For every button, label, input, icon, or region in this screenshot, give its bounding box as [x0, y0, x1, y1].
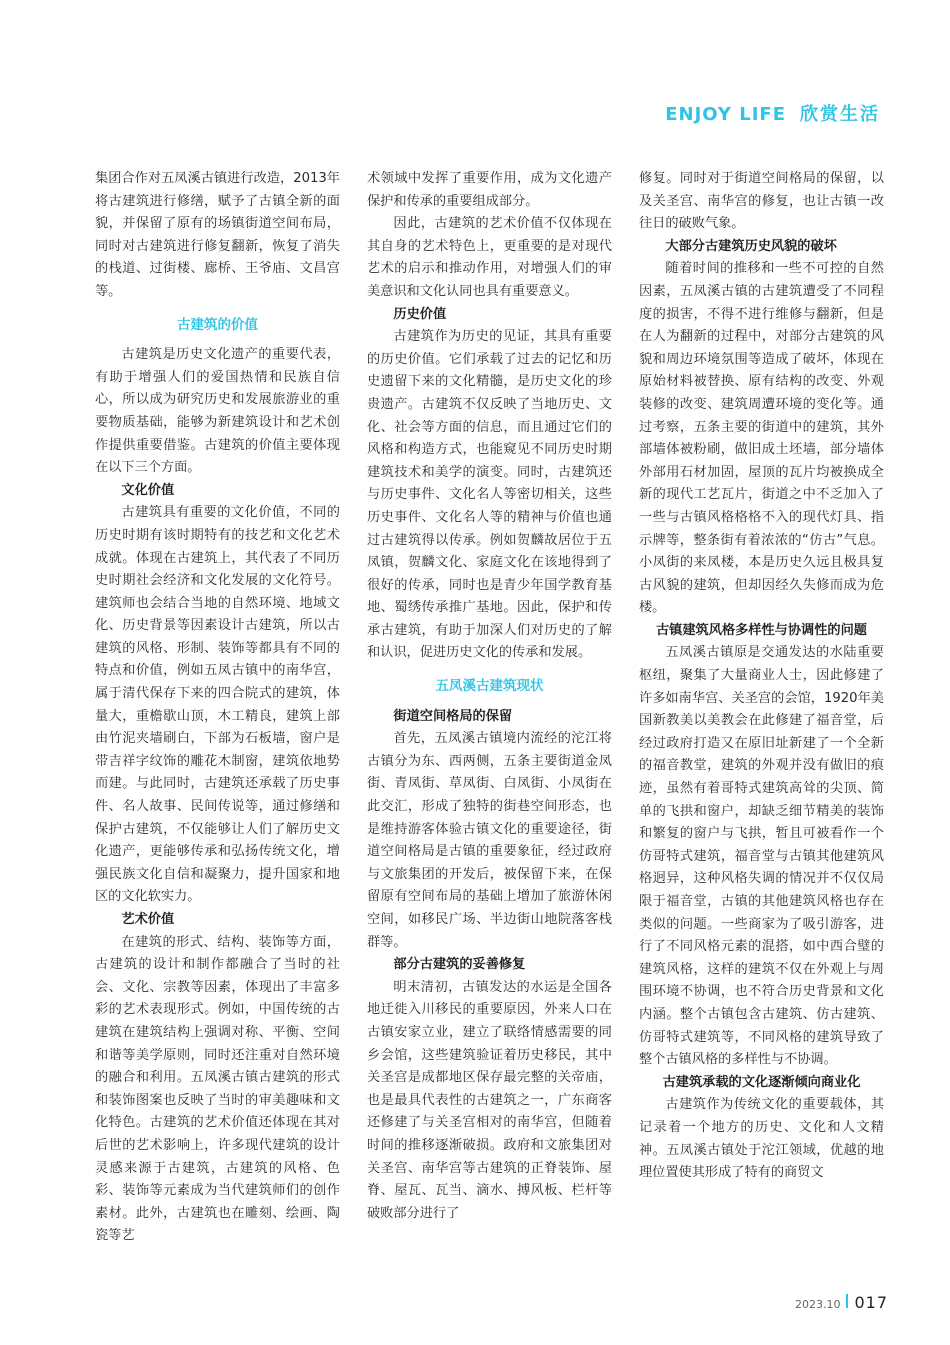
- subheading: 部分古建筑的妥善修复: [393, 957, 526, 973]
- subheading: 街道空间格局的保留: [393, 708, 513, 724]
- page-footer: [795, 1293, 888, 1312]
- paragraph: 随着时间的推移和一些不可控的自然因素，五凤溪古镇的古建筑遭受了不同程度的损害，不得不进行维修与翻新，但是在人为翻新的过程中，对部分古建筑的风貌和周边环境氛围等造成了破坏，体现在原始材料被替换、原有结构的改变、外观装修的改变、建筑周遭环境的变化等。通过考察，五条主要的街道中的建筑，其外部墙体被粉刷，做旧成土坯墙，部分墙体外部用石材加固，屋顶的瓦片均被换成全新的现代工艺瓦片，街道之中不乏加入了一些与古镇风格格格不入的现代灯具、指示牌等，整条街有着浓浓的“仿古”气息。小凤街的来凤楼，本是历史久远且极具复古风貌的建筑，但却因经久失修而成为危楼。: [639, 261, 884, 616]
- subheading: 大部分古建筑历史风貌的破坏: [665, 238, 837, 254]
- section-title-cn: 欣赏生活: [800, 104, 880, 125]
- subheading: 古建筑承载的文化逐渐倾向商业化: [662, 1074, 861, 1090]
- magazine-section-header: [665, 100, 880, 126]
- column-3: [639, 168, 884, 1185]
- subheading: 历史价值: [393, 306, 447, 322]
- paragraph: 古建筑是历史文化遗产的重要代表，有助于增强人们的爱国热情和民族自信心，所以成为研究历史和发展旅游业的重要物质基础，能够为新建筑设计和艺术创作提供重要借鉴。古建筑的价值主要体现在以下三个方面。: [95, 347, 340, 476]
- paragraph: 修复。同时对于街道空间格局的保留，以及关圣宫、南华宫的修复，也让古镇一改往日的破败气象。: [639, 171, 884, 232]
- footer-divider: [846, 1294, 848, 1308]
- paragraph: 在建筑的形式、结构、装饰等方面，古建筑的设计和制作都融合了当时的社会、文化、宗教等因素，体现出了丰富多彩的艺术表现形式。例如，中国传统的古建筑在建筑结构上强调对称、平衡、空间和谐等美学原则，同时还注重对自然环境的融合和利用。五凤溪古镇古建筑的形式和装饰图案也反映了当时的审美趣味和文化特色。古建筑的艺术价值还体现在其对后世的艺术影响上，许多现代建筑的设计灵感来源于古建筑，古建筑的风格、色彩、装饰等元素成为当代建筑师们的创作素材。此外，古建筑也在雕刻、绘画、陶瓷等艺: [95, 934, 340, 1244]
- paragraph: 古建筑作为传统文化的重要载体，其记录着一个地方的历史、文化和人文精神。五凤溪古镇处于沱江领域，优越的地理位置使其形成了特有的商贸文: [639, 1097, 884, 1181]
- paragraph: 明末清初，古镇发达的水运是全国各地迁徙入川移民的重要原因，外来人口在古镇安家立业，建立了联络情感需要的同乡会馆，这些建筑验证着历史移民，其中关圣宫是成都地区保存最完整的关帝庙，也是最具代表性的古建筑之一，广东商客还修建了与关圣宫相对的南华宫，但随着时间的推移逐渐破损。政府和文旅集团对关圣宫、南华宫等古建筑的正脊装饰、屋脊、屋瓦、瓦当、滴水、搏风板、栏杆等破败部分进行了: [367, 979, 612, 1221]
- subheading: 艺术价值: [121, 912, 175, 927]
- paragraph: 古建筑具有重要的文化价值，不同的历史时期有该时期特有的技艺和文化艺术成就。体现在古建筑上，其代表了不同历史时期社会经济和文化发展的文化符号。建筑师也会结合当地的自然环境、地域文化、历史背景等因素设计古建筑，所以古建筑的风格、形制、装饰等都具有不同的特点和价值，例如五凤古镇中的南华宫，属于清代保存下来的四合院式的建筑，体量大，重檐歇山顶，木工精良，建筑上部由竹泥夹墙刷白，下部为石板墙，窗户是带吉祥字纹饰的雕花木制窗，建筑依地势而建。与此同时，古建筑还承载了历史事件、名人故事、民间传说等，通过修缮和保护古建筑，不仅能够让人们了解历史文化遗产，更能够传承和弘扬传统文化，增强民族文化自信和凝聚力，提升国家和地区的文化软实力。: [95, 505, 340, 905]
- paragraph: 因此，古建筑的艺术价值不仅体现在其自身的艺术特色上，更重要的是对现代艺术的启示和推动作用，对增强人们的审美意识和文化认同也具有重要意义。: [367, 216, 612, 299]
- section-heading: 五凤溪古建筑现状: [435, 678, 544, 695]
- issue-date: 2023.10: [794, 1298, 841, 1311]
- paragraph: 首先，五凤溪古镇境内流经的沱江将古镇分为东、西两侧，五条主要街道金凤街、青凤街、草凤街、白凤街、小凤街在此交汇，形成了独特的街巷空间形态，也是维持游客体验古镇文化的重要途径，街道空间格局是古镇的重要象征，经过政府与文旅集团的开发后，被保留下来，在保留原有空间布局的基础上增加了旅游休闲空间，如移民广场、半边街山地院落客栈群等。: [367, 731, 612, 950]
- subheading: 文化价值: [121, 482, 175, 498]
- column-1: [95, 168, 340, 1248]
- paragraph: 古建筑作为历史的见证，其具有重要的历史价值。它们承载了过去的记忆和历史遗留下来的文化精髓，是历史文化的珍贵遗产。古建筑不仅反映了当地历史、文化、社会等方面的信息，而且通过它们的风格和构造方式，也能窥见不同历史时期建筑技术和美学的演变。同时，古建筑还与历史事件、文化名人等密切相关，这些历史事件、文化名人等的精神与价值也通过古建筑得以传承。例如贺麟故居位于五凤镇，贺麟文化、家庭文化在该地得到了很好的传承，同时也是青少年国学教育基地、蜀绣传承推广基地。因此，保护和传承古建筑，有助于加深人们对历史的了解和认识，促进历史文化的传承和发展。: [367, 329, 612, 661]
- section-title-en: ENJOY LIFE: [665, 104, 786, 125]
- column-2: [367, 168, 612, 1225]
- paragraph: 术领域中发挥了重要作用，成为文化遗产保护和传承的重要组成部分。: [367, 171, 612, 209]
- paragraph: 集团合作对五凤溪古镇进行改造，2013年将古建筑进行修缮，赋予了古镇全新的面貌，并保留了原有的场镇街道空间布局，同时对古建筑进行修复翻新，恢复了消失的栈道、过街楼、廊桥、王爷庙、文昌宫等。: [95, 171, 340, 299]
- paragraph: 五凤溪古镇原是交通发达的水陆重要枢纽，聚集了大量商业人士，因此修建了许多如南华宫、关圣宫的会馆，1920年美国新教美以美教会在此修建了福音堂，后经过政府打造又在原旧址新建了一个全新的福音教堂，建筑的外观并没有做旧的痕迹，虽然有着哥特式建筑高耸的尖顶、简单的飞拱和窗户，却缺乏细节精美的装饰和繁复的窗户与飞拱，暂且可被看作一个仿哥特式建筑，福音堂与古镇其他建筑风格迥异，这种风格失调的情况并不仅仅局限于福音堂，古镇的其他建筑风格也存在类似的问题。一些商家为了吸引游客，进行了不同风格元素的混搭，如中西合璧的建筑风格，这样的建筑不仅在外观上与周围环境不协调，也不符合历史背景和文化内涵。整个古镇包含古建筑、仿古建筑、仿哥特式建筑等，不同风格的建筑导致了整个古镇风格的多样性与不协调。: [639, 645, 884, 1068]
- section-heading: 古建筑的价值: [177, 316, 258, 333]
- page-number: 017: [854, 1293, 888, 1312]
- subheading: 古镇建筑风格多样性与协调性的问题: [656, 622, 867, 638]
